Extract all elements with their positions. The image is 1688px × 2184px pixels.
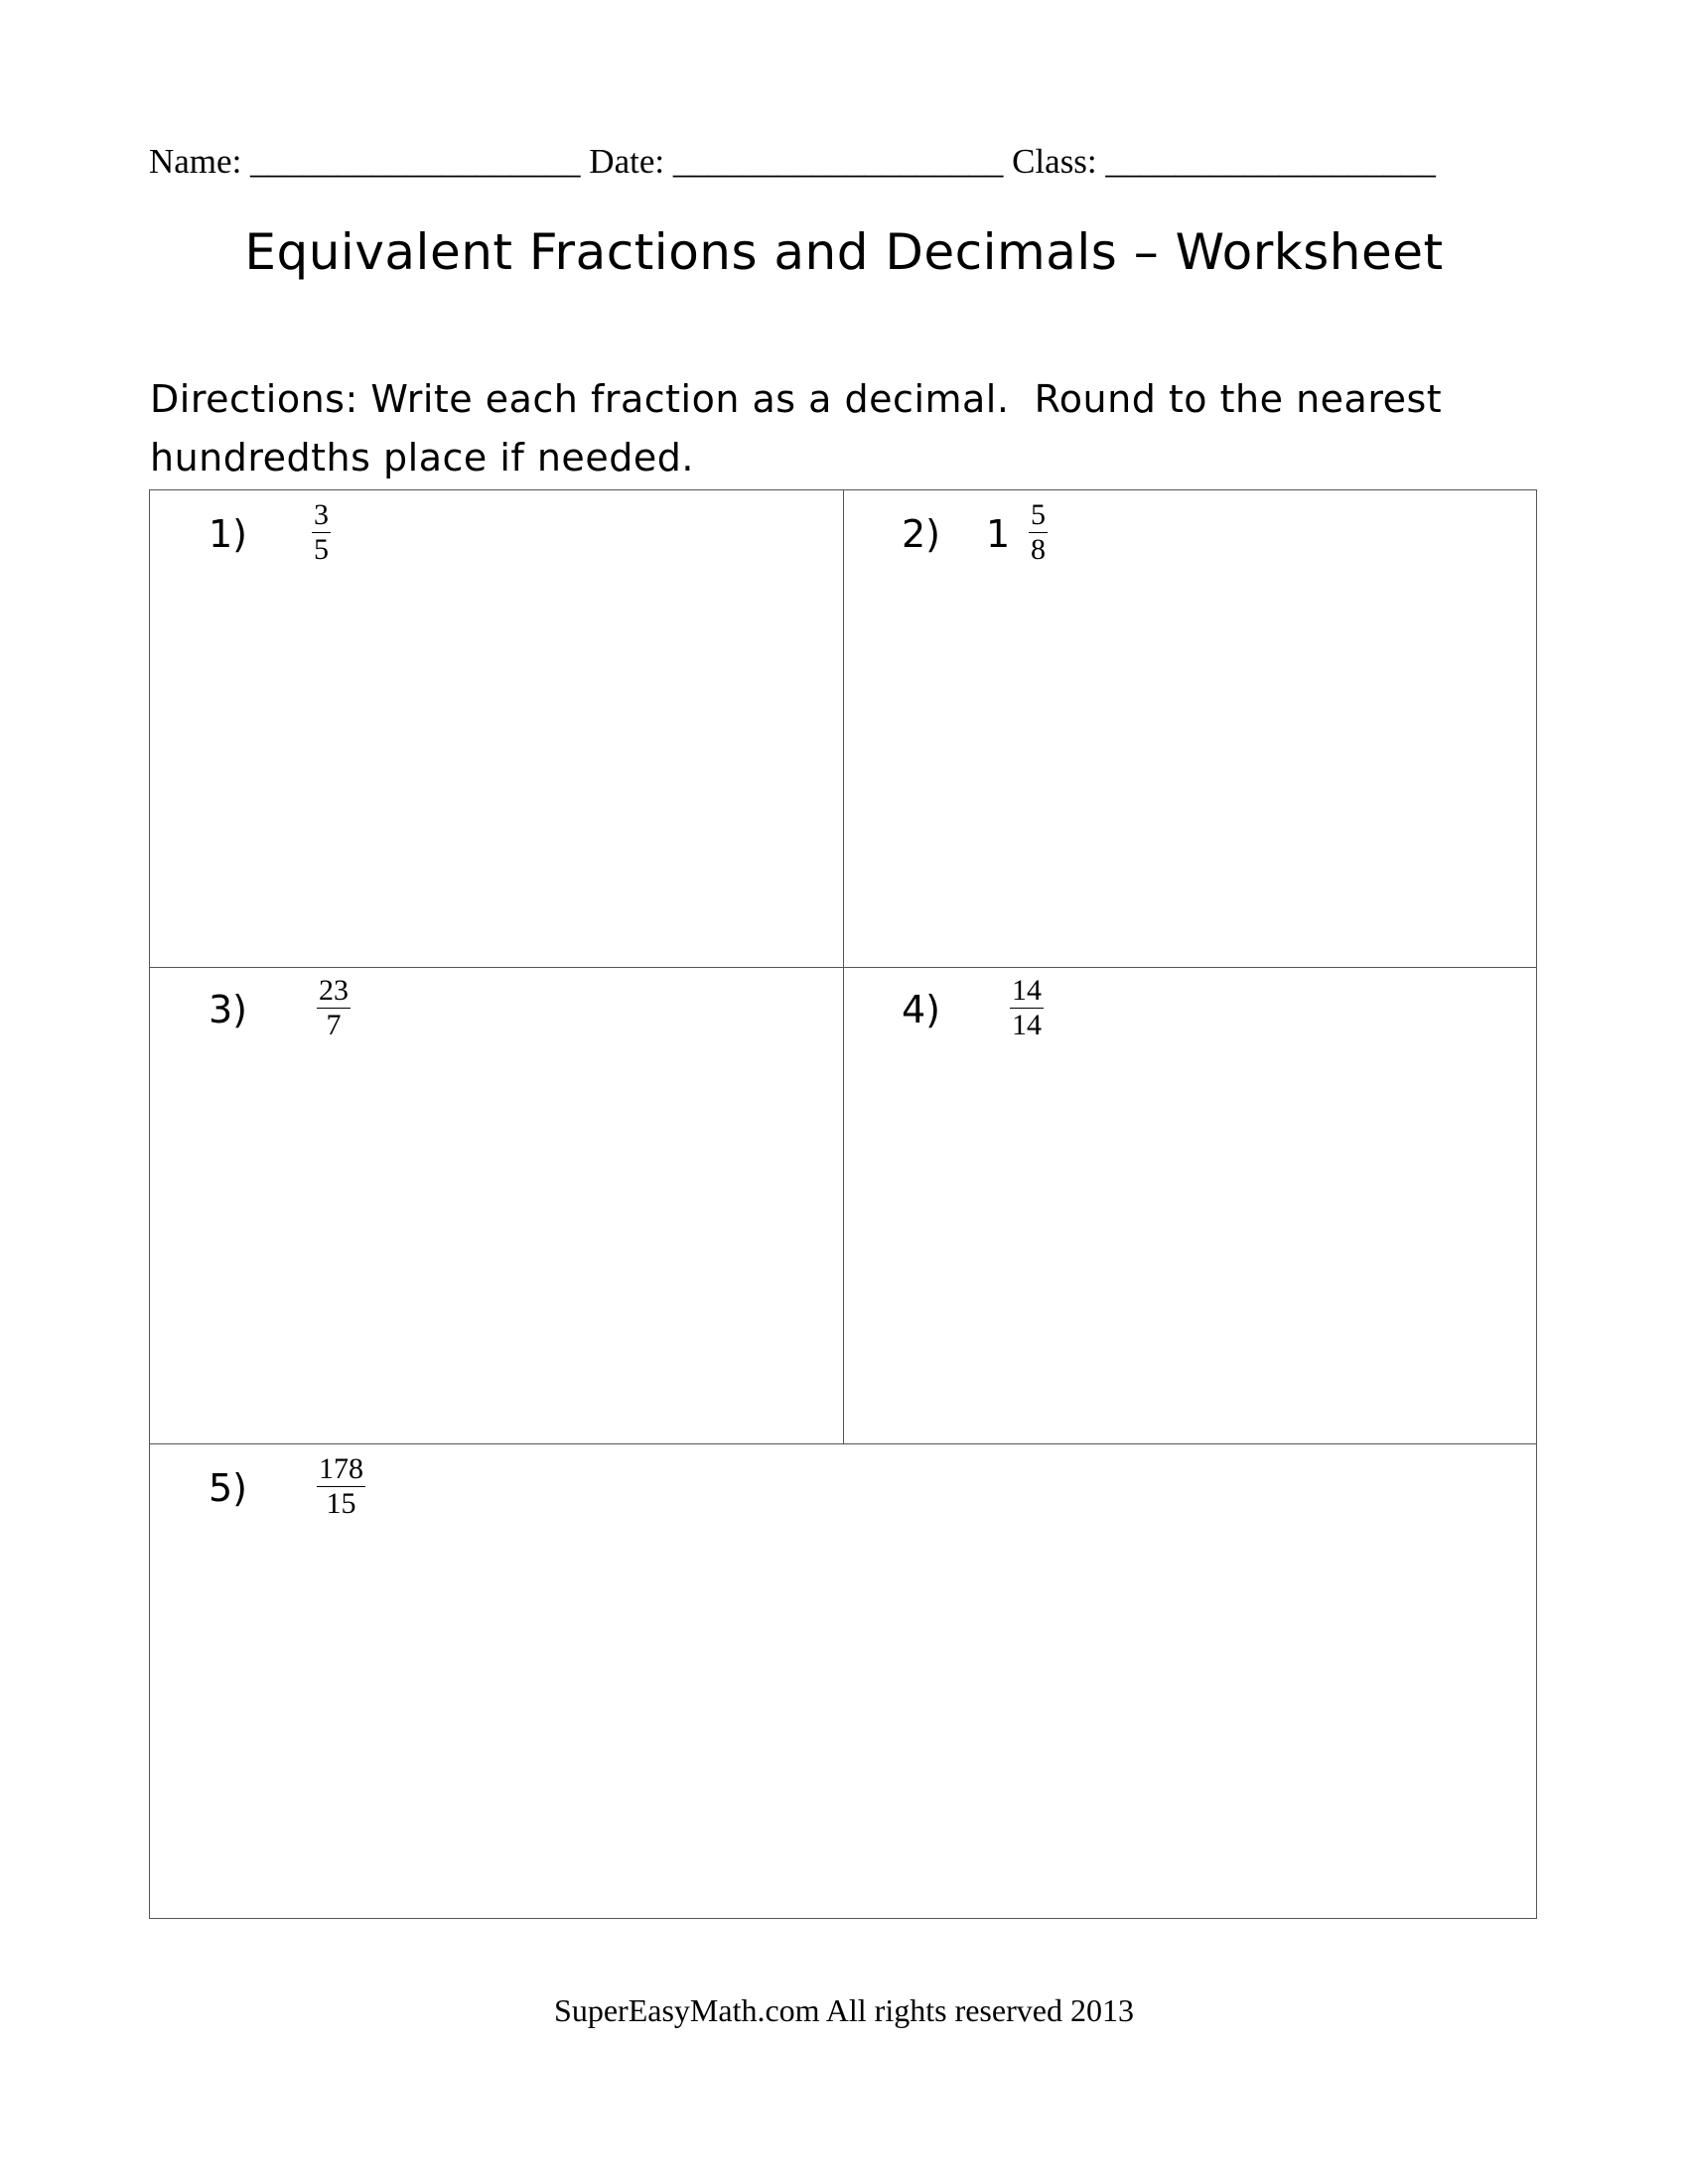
problem-5-fraction [317, 1452, 365, 1521]
problem-1-cell[interactable] [150, 490, 843, 967]
problem-1-denominator: 5 [314, 533, 329, 566]
copyright-footer: SuperEasyMath.com All rights reserved 2013 [554, 1992, 1134, 2028]
problem-5-label: 5) [209, 1466, 248, 1510]
problem-4-denominator: 14 [1012, 1009, 1042, 1041]
problem-4-cell[interactable] [844, 968, 1536, 1443]
problem-3-cell[interactable] [150, 968, 843, 1443]
directions-text: Directions: Write each fraction as a decimal. Round to the nearest hundredths place if needed. [150, 377, 1443, 479]
problem-2-numerator: 5 [1031, 498, 1046, 531]
problem-1-label: 1) [209, 512, 248, 556]
problem-5-cell[interactable] [150, 1444, 1536, 1918]
problem-2-fraction [1029, 498, 1048, 567]
problem-2-whole-number: 1 [986, 512, 1011, 556]
problem-3-denominator: 7 [326, 1009, 342, 1041]
problem-1-numerator: 3 [314, 498, 329, 531]
problem-3-numerator: 23 [319, 974, 349, 1007]
problem-2-denominator: 8 [1031, 533, 1046, 566]
problem-4-fraction [1010, 974, 1044, 1042]
problem-2-cell[interactable] [844, 490, 1536, 967]
problem-4-label: 4) [902, 988, 941, 1031]
problem-3-label: 3) [209, 988, 248, 1031]
problem-2-label: 2) [902, 512, 941, 556]
problem-4-numerator: 14 [1012, 974, 1042, 1007]
worksheet-title: Equivalent Fractions and Decimals – Worksheet [244, 223, 1444, 281]
problem-grid [149, 489, 1537, 1919]
header-fields: Name: ___________________ Date: ___________________ Class: ___________________ [149, 142, 1436, 181]
problem-3-fraction [317, 974, 351, 1042]
problem-5-denominator: 15 [326, 1487, 356, 1520]
problem-1-fraction [312, 498, 331, 567]
problem-5-numerator: 178 [319, 1452, 363, 1485]
